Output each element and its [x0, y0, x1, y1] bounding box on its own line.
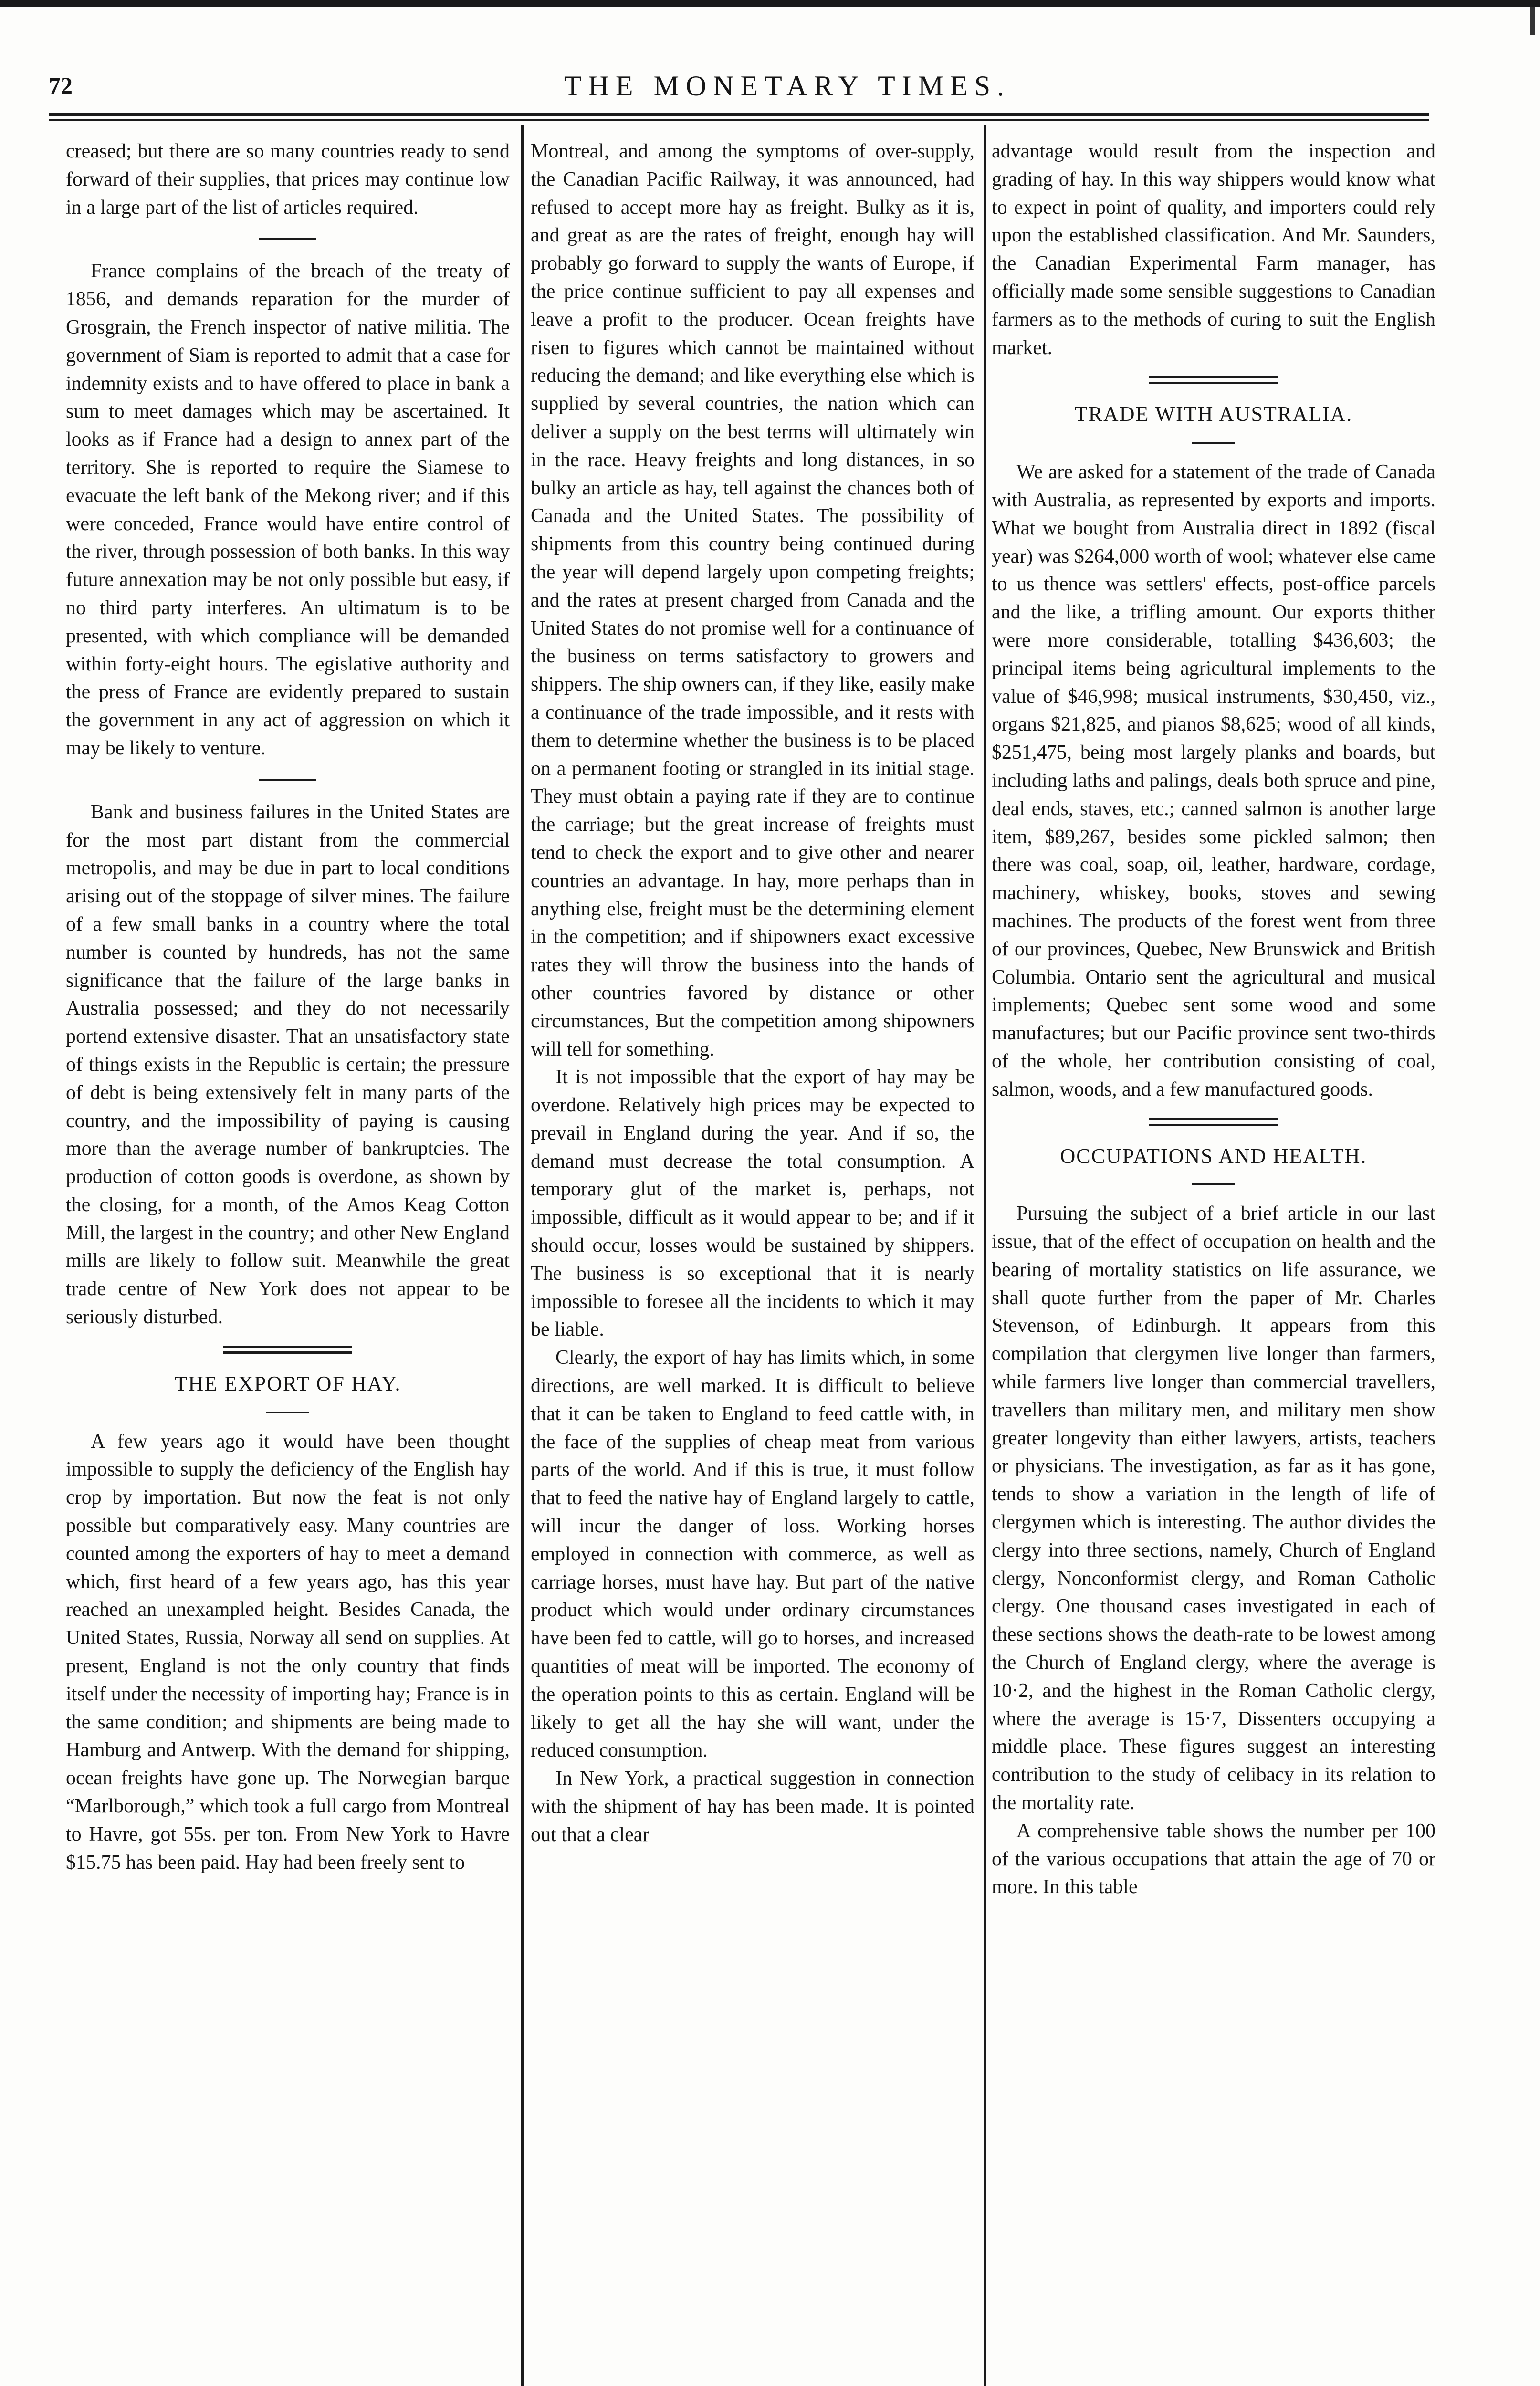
column-separator-1	[521, 125, 524, 2386]
heading-underline	[1192, 1183, 1235, 1185]
column-2	[531, 137, 974, 1849]
section-separator	[223, 1346, 352, 1354]
header-rule-thin	[49, 119, 1429, 121]
section-heading-export-of-hay: THE EXPORT OF HAY.	[174, 1371, 401, 1395]
column-1	[66, 137, 510, 1876]
column-3	[992, 137, 1435, 1901]
col2-paragraph-4: In New York, a practical suggestion in connection with the shipment of hay has been made. It is pointed out that a clear	[531, 1768, 974, 1846]
heading-underline	[266, 1412, 309, 1413]
heading-underline	[1192, 442, 1235, 444]
section-heading-occupations-and-health: OCCUPATIONS AND HEALTH.	[1060, 1144, 1367, 1168]
section-heading-trade-with-australia: TRADE WITH AUSTRALIA.	[1074, 402, 1353, 426]
col3-paragraph-4: A comprehensive table shows the number per 100 of the various occupations that attain the age of 70 or more. In this table	[992, 1820, 1435, 1898]
col1-paragraph-3: Bank and business failures in the United States are for the most part distant from the commercial metropolis, and may be due in part to local conditions arising out of the stoppage of silver mines. The failure of a few small banks in a country where the total number is counted by hundreds, has not the same significance that the failure of the large banks in Australia possessed; and they do not necessarily portend extensive disaster. That an unsatisfactory state of things exists in the Republic is certain; the pressure of debt is being extensively felt in many parts of the country, and the impossibility of paying is causing more than the average number of bankruptcies. The production of cotton goods is overdone, as shown by the closing, for a month, of the Amos Keag Cotton Mill, the largest in the country; and other New England mills are likely to follow suit. Meanwhile the great trade centre of New York does not appear to be seriously disturbed.	[66, 801, 510, 1329]
col1-paragraph-1: creased; but there are so many countries ready to send forward of their supplies, that prices may continue low in a large part of the list of articles required.	[66, 140, 510, 219]
col1-paragraph-2: France complains of the breach of the treaty of 1856, and demands reparation for the murder of Grosgrain, the French inspector of native militia. The government of Siam is reported to admit that a case for indemnity exists and to have offered to place in bank a sum to meet damages which may be ascertained. It looks as if France had a design to annex part of the territory. She is reported to require the Siamese to evacuate the left bank of the Mekong river; and if this were conceded, France would have entire control of the river, through possession of both banks. In this way future annexation may be not only possible but easy, if no third party interferes. An ultimatum is to be presented, with which compliance will be demanded within forty-eight hours. The egislative authority and the press of France are evidently prepared to sustain the government in any act of aggression on which it may be likely to venture.	[66, 260, 510, 759]
col3-paragraph-2: We are asked for a statement of the trade of Canada with Australia, as represented by exports and imports. What we bought from Australia direct in 1892 (fiscal year) was $264,000 worth of wool; whatever else came to us thence was settlers' effects, post-office parcels and the like, a trifling amount. Our exports thither were more considerable, totalling $436,603; the principal items being agricultural implements to the value of $46,998; musical instruments, $30,450, viz., organs $21,825, and pianos $8,625; wood of all kinds, $251,475, being most largely planks and boards, but including laths and palings, deals both spruce and pine, deal ends, staves, etc.; canned salmon is another large item, $89,267, besides some pickled salmon; then there was coal, soap, oil, leather, hardware, cordage, machinery, whiskey, books, stoves and sewing machines. The products of the forest went from three of our provinces, Quebec, New Brunswick and British Columbia. Ontario sent the agricultural and musical implements; Quebec sent some wood and some manufactures; but our Pacific province sent two-thirds of the whole, her contribution consisting of coal, salmon, woods, and a few manufactured goods.	[992, 461, 1435, 1100]
paragraph-separator	[259, 779, 316, 781]
section-separator	[1149, 376, 1278, 384]
top-border-rule	[0, 0, 1540, 7]
col3-paragraph-1: advantage would result from the inspection and grading of hay. In this way shippers would know what to expect in point of quality, and importers could rely upon the established classification. And Mr. Saunders, the Canadian Experimental Farm manager, has officially made some sensible suggestions to Canadian farmers as to the methods of curing to suit the English market.	[992, 140, 1435, 359]
header-rule-thick	[49, 113, 1429, 116]
col1-paragraph-4: A few years ago it would have been thought impossible to supply the deficiency of the English hay crop by importation. But now the feat is not only possible but comparatively easy. Many countries are counted among the exporters of hay to meet a demand which, first heard of a few years ago, has this year reached an unexampled height. Besides Canada, the United States, Russia, Norway all send on supplies. At present, England is not the only country that finds itself under the necessity of importing hay; France is in the same condition; and shipments are being made to Hamburg and Antwerp. With the demand for shipping, ocean freights have gone up. The Norwegian barque “Marlborough,” which took a full cargo from Montreal to Havre, got 55s. per ton. From New York to Havre $15.75 has been paid. Hay had been freely sent to	[66, 1430, 510, 1873]
section-separator	[1149, 1118, 1278, 1126]
corner-mark	[1530, 7, 1535, 35]
col2-paragraph-3: Clearly, the export of hay has limits which, in some directions, are well marked. It is difficult to believe that it can be taken to England to feed cattle with, in the face of the supplies of cheap meat from various parts of the world. And if this is true, it must follow that to feed the native hay of England largely to cattle, will incur the danger of loss. Working horses employed in connection with commerce, as well as carriage horses, must have hay. But part of the native product which would under ordinary circumstances have been fed to cattle, will go to horses, and increased quantities of meat will be imported. The economy of the operation points to this as certain. England will be likely to get all the hay she will want, under the reduced consumption.	[531, 1347, 974, 1762]
col3-paragraph-3: Pursuing the subject of a brief article in our last issue, that of the effect of occupation on health and the bearing of mortality statistics on life assurance, we shall quote further from the paper of Mr. Charles Stevenson, of Edinburgh. It appears from this compilation that clergymen live longer than farmers, while farmers live longer than commercial travellers, travellers than military men, and military men show greater longevity than either lawyers, artists, teachers or physicians. The investigation, as far as it has gone, tends to show a variation in the length of life of clergymen which is interesting. The author divides the clergy into three sections, namely, Church of England clergy, Nonconformist clergy, and Roman Catholic clergy. One thousand cases investigated in each of these sections shows the death-rate to be lowest among the Church of England clergy, where the average is 10·2, and the highest in the Roman Catholic clergy, where the average is 15·7, Dissenters occupying a middle place. These figures suggest an interesting contribution to the study of celibacy in its relation to the mortality rate.	[992, 1203, 1435, 1814]
paragraph-separator	[259, 238, 316, 240]
col2-paragraph-2: It is not impossible that the export of hay may be overdone. Relatively high prices may be expected to prevail in England during the year. And if so, the demand must decrease the total consumption. A temporary glut of the market is, perhaps, not impossible, difficult as it would appear to be; and if it should occur, losses would be sustained by shippers. The business is so exceptional that it is nearly impossible to foresee all the incidents to which it may be liable.	[531, 1066, 974, 1341]
masthead-title: THE MONETARY TIMES.	[564, 70, 1011, 102]
page-number: 72	[49, 72, 73, 99]
column-separator-2	[984, 125, 986, 2386]
col2-paragraph-1: Montreal, and among the symptoms of over-supply, the Canadian Pacific Railway, it was announced, had refused to accept more hay as freight. Bulky as it is, and great as are the rates of freight, enough hay will probably go forward to supply the wants of Europe, if the price continue sufficient to pay all expenses and leave a profit to the producer. Ocean freights have risen to figures which cannot be maintained without reducing the demand; and like everything else which is supplied by several countries, the nation which can deliver a supply on the best terms will ultimately win in the race. Heavy freights and long distances, in so bulky an article as hay, tell against the chances both of Canada and the United States. The possibility of shipments from this country being continued during the year will depend largely upon competing freights; and the rates at present charged from Canada and the United States do not promise well for a continuance of the business on terms satisfactory to growers and shippers. The ship owners can, if they like, easily make a continuance of the trade impossible, and it rests with them to determine whether the business is to be placed on a permanent footing or strangled in its initial stage. They must obtain a paying rate if they are to continue the carriage; but the great increase of freights must tend to check the export and to give other and nearer countries an advantage. In hay, more perhaps than in anything else, freight must be the determining element in the competition; and if shipowners exact excessive rates they will throw the business into the hands of other countries favored by distance or other circumstances, But the competition among shipowners will tell for something.	[531, 140, 974, 1060]
